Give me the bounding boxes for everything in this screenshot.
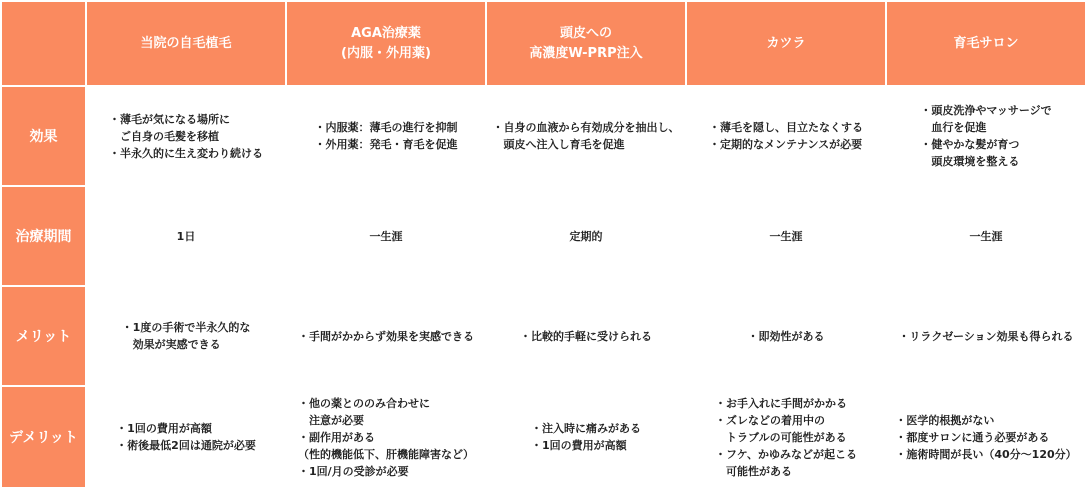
cell-text-line: ・ズレなどの着用中の: [715, 413, 826, 427]
cell-effect-hair-transplant: [86, 86, 286, 186]
cell-text-line: ・手間がかからず効果を実感できる: [298, 329, 474, 343]
cell-merit-hair-salon: [886, 286, 1085, 386]
cell-text-line: 可能性がある: [715, 464, 793, 478]
cell-effect-prp-injection: [486, 86, 686, 186]
cell-text-block: [370, 228, 403, 245]
cell-text-line: ・1回/月の受診が必要: [298, 464, 409, 478]
row-merit: [1, 286, 1085, 386]
row-header-demerit: デメリット: [1, 386, 86, 488]
cell-text-line: ・1度の手術で半永久的な: [121, 321, 251, 334]
column-header-wig: カツラ: [686, 1, 886, 86]
cell-text-line: ・外用薬：発毛・育毛を促進: [314, 138, 458, 151]
cell-text-block: [895, 412, 1076, 463]
cell-text-line: ・健やかな髪が育つ: [920, 138, 1020, 151]
column-header-aga-medication: AGA治療薬 (内服・外用薬): [286, 1, 486, 86]
cell-demerit-prp-injection: [486, 386, 686, 488]
cell-text-line: 効果が実感できる: [121, 338, 221, 351]
cell-merit-prp-injection: [486, 286, 686, 386]
cell-treatment-period-aga-medication: [286, 186, 486, 286]
cell-text-block: [748, 328, 825, 345]
cell-text-line: ・即効性がある: [747, 329, 825, 343]
cell-text-line: （性的機能低下、肝機能障害など）: [298, 447, 474, 461]
row-header-treatment-period: 治療期間: [1, 186, 86, 286]
header-row: [1, 1, 1085, 86]
cell-text-block: [109, 111, 263, 162]
row-header-merit: メリット: [1, 286, 86, 386]
cell-text-block: [709, 119, 863, 153]
row-header-effect: 効果: [1, 86, 86, 186]
cell-text-line: ・薄毛を隠し、目立たなくする: [709, 121, 863, 134]
cell-text-line: ・1回の費用が高額: [116, 422, 212, 435]
cell-effect-wig: [686, 86, 886, 186]
cell-text-block: [298, 395, 474, 480]
cell-text-block: [898, 328, 1073, 345]
column-header-hair-salon: 育毛サロン: [886, 1, 1085, 86]
cell-text-line: 一生涯: [369, 229, 403, 243]
cell-treatment-period-hair-transplant: [86, 186, 286, 286]
cell-text-block: [970, 228, 1003, 245]
cell-text-line: ・術後最低2回は通院が必要: [116, 439, 256, 452]
cell-text-line: トラブルの可能性がある: [715, 430, 847, 444]
cell-text-line: ・医学的根拠がない: [895, 413, 995, 427]
cell-text-line: ・他の薬とののみ合わせに: [298, 396, 430, 410]
cell-text-line: ・リラクゼーション効果も得られる: [898, 329, 1074, 343]
cell-text-line: ・1回の費用が高額: [531, 439, 627, 452]
cell-text-block: [298, 328, 474, 345]
cell-text-block: [531, 420, 641, 454]
cell-text-line: 注意が必要: [298, 413, 364, 427]
cell-text-line: ・頭皮洗浄やマッサージで: [920, 104, 1052, 117]
cell-text-block: [116, 420, 256, 454]
cell-text-line: ・施術時間が長い（40分〜120分）: [895, 447, 1077, 461]
cell-text-block: [715, 395, 857, 480]
cell-text-block: [315, 119, 458, 153]
cell-treatment-period-wig: [686, 186, 886, 286]
cell-merit-wig: [686, 286, 886, 386]
cell-text-line: ・定期的なメンテナンスが必要: [709, 138, 863, 151]
cell-text-line: ・副作用がある: [298, 430, 375, 444]
cell-text-block: [520, 328, 652, 345]
column-header-prp-injection: 頭皮への 高濃度W-PRP注入: [486, 1, 686, 86]
row-treatment-period: [1, 186, 1085, 286]
cell-text-block: [493, 119, 680, 153]
cell-text-line: ・都度サロンに通う必要がある: [895, 430, 1050, 444]
column-header-hair-transplant: 当院の自毛植毛: [86, 1, 286, 86]
cell-effect-hair-salon: [886, 86, 1085, 186]
cell-text-block: [570, 228, 603, 245]
cell-text-line: ・注入時に痛みがある: [531, 422, 641, 435]
cell-text-line: 頭皮へ注入し育毛を促進: [492, 138, 625, 151]
cell-merit-aga-medication: [286, 286, 486, 386]
cell-text-line: ・内服薬：薄毛の進行を抑制: [314, 121, 458, 134]
cell-demerit-wig: [686, 386, 886, 488]
cell-text-line: 一生涯: [969, 229, 1003, 243]
cell-text-block: [122, 319, 251, 353]
cell-text-line: ・比較的手軽に受けられる: [520, 329, 652, 343]
cell-text-line: ・お手入れに手間がかかる: [715, 396, 848, 410]
cell-text-block: [770, 228, 803, 245]
cell-demerit-aga-medication: [286, 386, 486, 488]
cell-text-line: ・薄毛が気になる場所に: [109, 112, 230, 126]
row-effect: [1, 86, 1085, 186]
cell-text-line: 一生涯: [769, 229, 803, 243]
cell-merit-hair-transplant: [86, 286, 286, 386]
cell-text-line: 血行を促進: [920, 121, 987, 134]
cell-text-block: [177, 228, 196, 245]
cell-text-block: [920, 102, 1051, 170]
cell-text-line: 定期的: [569, 229, 603, 243]
row-demerit: [1, 386, 1085, 488]
corner-cell: [1, 1, 86, 86]
cell-text-line: ・半永久的に生え変わり続ける: [109, 146, 263, 160]
cell-text-line: ご自身の毛髪を移植: [109, 129, 219, 143]
cell-text-line: 1日: [176, 229, 196, 243]
cell-text-line: ・自身の血液から有効成分を抽出し、: [492, 121, 680, 134]
cell-treatment-period-hair-salon: [886, 186, 1085, 286]
cell-demerit-hair-salon: [886, 386, 1085, 488]
cell-effect-aga-medication: [286, 86, 486, 186]
cell-demerit-hair-transplant: [86, 386, 286, 488]
cell-text-line: ・フケ、かゆみなどが起こる: [715, 447, 857, 461]
cell-text-line: 頭皮環境を整える: [920, 155, 1020, 168]
cell-treatment-period-prp-injection: [486, 186, 686, 286]
